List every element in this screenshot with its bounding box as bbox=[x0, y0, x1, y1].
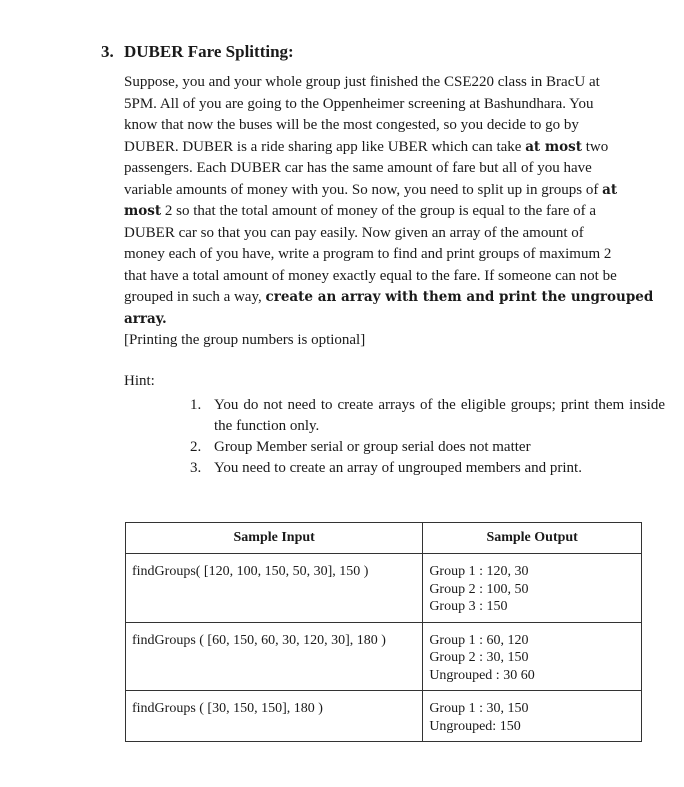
paragraph-line bbox=[124, 115, 659, 137]
paragraph-line bbox=[124, 309, 659, 331]
paragraph-line bbox=[124, 244, 659, 266]
text-segment: [Printing the group numbers is optional] bbox=[124, 332, 366, 348]
question-number: 3. bbox=[101, 42, 114, 61]
hint-label: Hint: bbox=[124, 373, 155, 389]
output-line: Group 2 : 100, 50 bbox=[429, 581, 529, 597]
paragraph-line bbox=[124, 223, 659, 245]
hint-text: You do not need to create arrays of the eligible groups; print them inside the function only. bbox=[214, 397, 665, 434]
paragraph-line bbox=[124, 330, 659, 352]
hint-text: Group Member serial or group serial does not matter bbox=[214, 439, 531, 455]
text-segment: grouped in such a way, bbox=[124, 289, 266, 305]
hint-item bbox=[190, 395, 665, 437]
question-body bbox=[124, 72, 659, 352]
hint-number: 3. bbox=[190, 460, 202, 476]
bold-text: array. bbox=[124, 310, 167, 327]
header-sample-output: Sample Output bbox=[423, 523, 642, 554]
text-segment: Suppose, you and your whole group just finished the CSE220 class in BracU at bbox=[124, 74, 600, 90]
text-segment: two bbox=[582, 138, 609, 155]
paragraph-line bbox=[124, 158, 659, 180]
output-line: Group 3 : 150 bbox=[429, 599, 508, 614]
table-row bbox=[126, 554, 642, 623]
output-line: Group 2 : 30, 150 bbox=[429, 650, 529, 665]
paragraph-line bbox=[124, 266, 659, 288]
sample-input-cell: findGroups ( [30, 150, 150], 180 ) bbox=[126, 691, 423, 742]
hint-item bbox=[190, 458, 665, 479]
paragraph-line bbox=[124, 201, 659, 223]
output-line: Group 1 : 60, 120 bbox=[429, 632, 529, 648]
text-segment: that have a total amount of money exactly equal to the fare. If someone can not be bbox=[124, 267, 617, 284]
table-header-row bbox=[126, 523, 642, 554]
paragraph-line bbox=[124, 287, 659, 309]
bold-text: at bbox=[602, 181, 618, 198]
text-segment: 2 so that the total amount of money of the group is equal to the fare of a bbox=[161, 203, 597, 219]
bold-text: most bbox=[124, 203, 162, 219]
hint-list bbox=[190, 395, 665, 479]
paragraph-line bbox=[124, 72, 659, 94]
sample-table bbox=[125, 522, 642, 742]
text-segment: 5PM. All of you are going to the Oppenheimer screening at Bashundhara. You bbox=[124, 95, 594, 112]
hint-number: 2. bbox=[190, 439, 202, 455]
question-title: DUBER Fare Splitting: bbox=[124, 42, 294, 61]
sample-input-cell: findGroups( [120, 100, 150, 50, 30], 150 ) bbox=[126, 554, 423, 623]
hint-number: 1. bbox=[190, 397, 202, 413]
paragraph-line bbox=[124, 94, 659, 116]
paragraph-line bbox=[124, 180, 659, 202]
sample-output-cell bbox=[423, 554, 642, 623]
output-line: Group 1 : 120, 30 bbox=[429, 564, 529, 579]
sample-output-cell bbox=[423, 691, 642, 742]
text-segment: DUBER. DUBER is a ride sharing app like UBER which can take bbox=[124, 138, 526, 155]
table-row bbox=[126, 622, 642, 691]
paragraph-line bbox=[124, 137, 659, 159]
text-segment: money each of you have, write a program to find and print groups of maximum 2 bbox=[124, 246, 612, 262]
header-sample-input: Sample Input bbox=[126, 523, 423, 554]
text-segment: variable amounts of money with you. So now, you need to split up in groups of bbox=[124, 181, 603, 198]
bold-text: at most bbox=[525, 138, 582, 155]
bold-text: create an array with them and print the ungrouped bbox=[265, 289, 654, 305]
output-line: Ungrouped: 150 bbox=[429, 718, 521, 734]
sample-input-cell: findGroups ( [60, 150, 60, 30, 120, 30], 180 ) bbox=[126, 622, 423, 691]
table-row bbox=[126, 691, 642, 742]
sample-output-cell bbox=[423, 622, 642, 691]
output-line: Ungrouped : 30 60 bbox=[429, 667, 535, 683]
hint-item bbox=[190, 437, 665, 458]
text-segment: DUBER car so that you can pay easily. Now given an array of the amount of bbox=[124, 224, 584, 241]
text-segment: passengers. Each DUBER car has the same amount of fare but all of you have bbox=[124, 160, 592, 176]
output-line: Group 1 : 30, 150 bbox=[429, 701, 529, 716]
hint-text: You need to create an array of ungrouped members and print. bbox=[214, 460, 582, 476]
question-heading bbox=[101, 42, 294, 62]
text-segment: know that now the buses will be the most congested, so you decide to go by bbox=[124, 117, 579, 133]
